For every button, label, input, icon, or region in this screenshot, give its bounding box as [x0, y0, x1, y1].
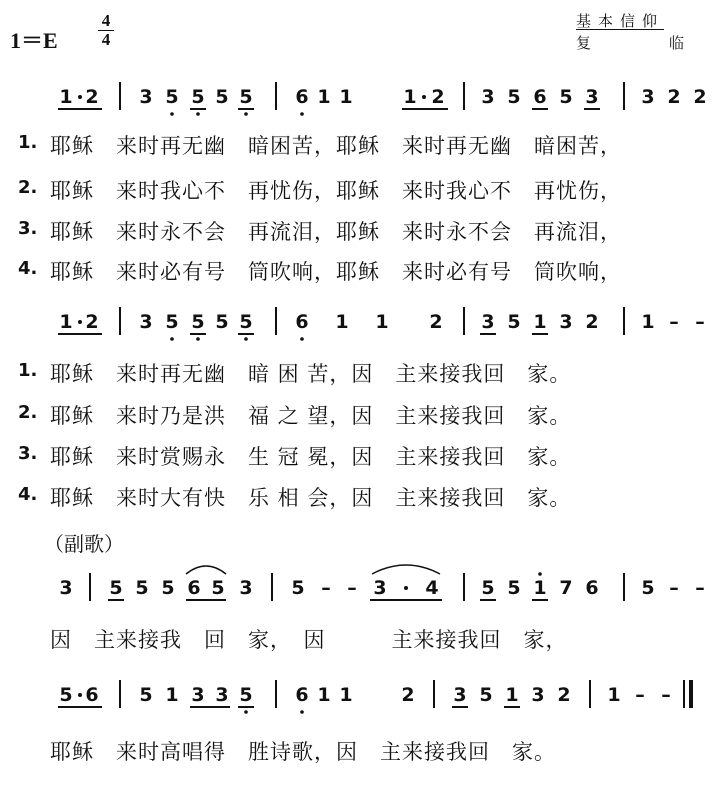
- note: 5: [165, 311, 179, 333]
- note: 2: [429, 311, 443, 333]
- note: 2: [85, 311, 99, 333]
- note: 1: [317, 684, 331, 706]
- note: 6: [295, 311, 309, 333]
- verse-number: 3.: [18, 443, 38, 464]
- note: 5: [211, 577, 225, 599]
- note: 3: [59, 577, 73, 599]
- note: 1: [59, 311, 73, 333]
- note: 3: [559, 311, 573, 333]
- verse-number: 1.: [18, 132, 38, 153]
- note: 1: [335, 311, 349, 333]
- dash: –: [695, 577, 705, 599]
- note: 3: [239, 577, 253, 599]
- verse-number: 4.: [18, 484, 38, 505]
- note: 5: [161, 577, 175, 599]
- notation-row-1: [58, 82, 707, 116]
- dash: –: [669, 311, 679, 333]
- note: 6: [295, 86, 309, 108]
- note: 3: [585, 86, 599, 108]
- lyric-line: 耶稣 来时永不会 再流泪，耶稣 来时永不会 再流泪，: [50, 220, 622, 244]
- time-signature-top: 4: [98, 12, 114, 31]
- dash: –: [347, 577, 357, 599]
- lower-dot: [244, 337, 248, 341]
- note: 1: [59, 86, 73, 108]
- note: 2: [431, 86, 445, 108]
- note: 5: [291, 577, 305, 599]
- note: 3: [641, 86, 655, 108]
- lower-dot: [300, 710, 304, 714]
- note: 5: [59, 684, 73, 706]
- hymn-category: 基本信仰: [576, 12, 665, 30]
- lyric-line: 耶稣 来时我心不 再忧伤，耶稣 来时我心不 再忧伤，: [50, 179, 622, 203]
- upper-dot: [538, 572, 542, 576]
- note: 2: [693, 86, 707, 108]
- note: 1: [533, 311, 547, 333]
- note: 3: [453, 684, 467, 706]
- note: 2: [585, 311, 599, 333]
- dot: [422, 95, 426, 99]
- slur: [186, 566, 226, 574]
- lower-dot: [170, 337, 174, 341]
- lyric-line: 耶稣 来时乃是洪 福 之 望，因 主来接我回 家。: [50, 404, 572, 428]
- chorus-lyric-line-1: 因 主来接我 回 家， 因 主来接我回 家，: [50, 628, 568, 652]
- dash: –: [321, 577, 331, 599]
- chorus-label: （副歌）: [44, 532, 124, 556]
- lower-dot: [196, 337, 200, 341]
- note: 1: [339, 684, 353, 706]
- note: 5: [559, 86, 573, 108]
- note: 5: [135, 577, 149, 599]
- dot: [78, 693, 82, 697]
- note: 1: [607, 684, 621, 706]
- note: 3: [139, 86, 153, 108]
- lower-dot: [244, 112, 248, 116]
- chorus-lyric-line-2: 耶稣 来时高唱得 胜诗歌，因 主来接我回 家。: [50, 740, 556, 764]
- note: 5: [507, 86, 521, 108]
- notation-row-3: [59, 565, 704, 601]
- lower-dot: [300, 112, 304, 116]
- note: 3: [139, 311, 153, 333]
- note: 3: [531, 684, 545, 706]
- dash: –: [695, 311, 705, 333]
- note: 6: [533, 86, 547, 108]
- dash: –: [661, 684, 671, 706]
- verse-number: 1.: [18, 360, 38, 381]
- note: 5: [507, 311, 521, 333]
- note: 5: [139, 684, 153, 706]
- note: 3: [481, 311, 495, 333]
- note: 2: [667, 86, 681, 108]
- lower-dot: [244, 710, 248, 714]
- dot: [78, 320, 82, 324]
- note: 4: [425, 577, 439, 599]
- lyric-line: 耶稣 来时赏赐永 生 冠 冕，因 主来接我回 家。: [50, 445, 572, 469]
- note: 5: [507, 577, 521, 599]
- dash: –: [635, 684, 645, 706]
- hymn-title-part1: 复: [576, 34, 592, 52]
- note: 3: [481, 86, 495, 108]
- note: 5: [191, 86, 205, 108]
- note: 7: [559, 577, 573, 599]
- verse-number: 2.: [18, 402, 38, 423]
- note: 3: [191, 684, 205, 706]
- note: 2: [85, 86, 99, 108]
- note: 5: [641, 577, 655, 599]
- note: 5: [239, 311, 253, 333]
- lower-dot: [300, 337, 304, 341]
- note: 3: [373, 577, 387, 599]
- note: 5: [165, 86, 179, 108]
- slur: [372, 565, 440, 574]
- verse-number: 3.: [18, 218, 38, 239]
- note: 5: [215, 86, 229, 108]
- lower-dot: [170, 112, 174, 116]
- note: 1: [403, 86, 417, 108]
- note: 1: [339, 86, 353, 108]
- verse-number: 2.: [18, 177, 38, 198]
- note: 5: [481, 577, 495, 599]
- note: 6: [187, 577, 201, 599]
- dot: [78, 95, 82, 99]
- note: 5: [215, 311, 229, 333]
- notation-row-2: [58, 307, 705, 341]
- note: 5: [239, 684, 253, 706]
- note: 1: [533, 577, 547, 599]
- time-signature-bottom: 4: [101, 30, 111, 49]
- note: 1: [641, 311, 655, 333]
- note: 6: [585, 577, 599, 599]
- note: 3: [215, 684, 229, 706]
- note: 6: [295, 684, 309, 706]
- note: 1: [165, 684, 179, 706]
- lyric-line: 耶稣 来时大有快 乐 相 会，因 主来接我回 家。: [50, 486, 572, 510]
- dot: [404, 586, 408, 590]
- key-signature: 1＝E: [10, 28, 58, 53]
- note: 2: [401, 684, 415, 706]
- lyric-line: 耶稣 来时必有号 筒吹响，耶稣 来时必有号 筒吹响，: [50, 260, 622, 284]
- verse-number: 4.: [18, 258, 38, 279]
- note: 5: [191, 311, 205, 333]
- lyric-line: 耶稣 来时再无幽 暗困苦，耶稣 来时再无幽 暗困苦，: [50, 134, 622, 158]
- dash: –: [669, 577, 679, 599]
- note: 1: [317, 86, 331, 108]
- hymn-title-part2: 临: [668, 34, 684, 52]
- note: 2: [557, 684, 571, 706]
- note: 1: [505, 684, 519, 706]
- note: 1: [375, 311, 389, 333]
- notation-row-4: [58, 680, 691, 714]
- lower-dot: [196, 112, 200, 116]
- note: 5: [109, 577, 123, 599]
- note: 5: [239, 86, 253, 108]
- lyric-line: 耶稣 来时再无幽 暗 困 苦，因 主来接我回 家。: [50, 362, 572, 386]
- note: 5: [479, 684, 493, 706]
- note: 6: [85, 684, 99, 706]
